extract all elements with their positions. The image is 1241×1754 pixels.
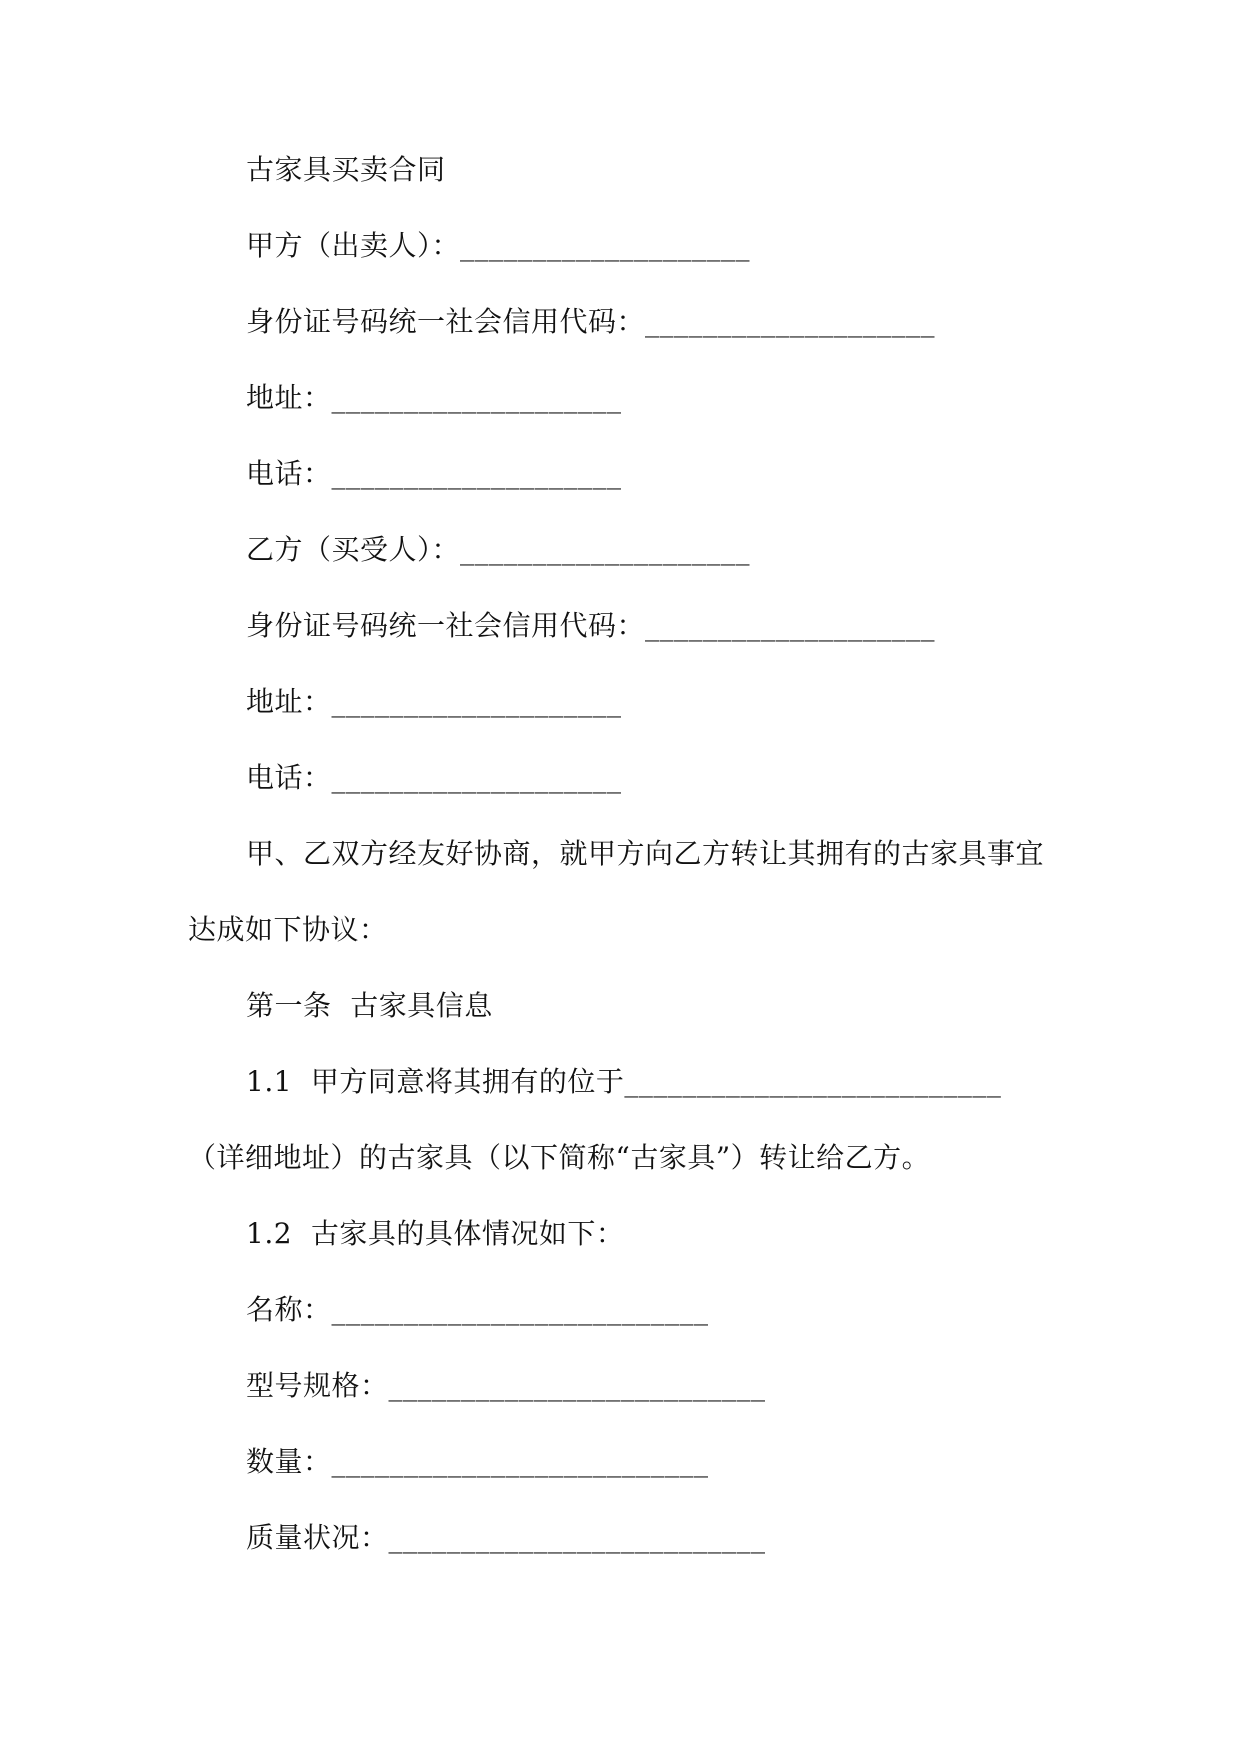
clause-1-1-line-1: 1.1 甲方同意将其拥有的位于__________________________ (246, 1065, 1002, 1098)
clause-1-2: 1.2 古家具的具体情况如下： (246, 1217, 625, 1250)
preamble-line-2: 达成如下协议： (188, 913, 388, 946)
party-a-address: 地址：____________________ (246, 381, 622, 414)
item-model-field: 型号规格：__________________________ (246, 1369, 766, 1402)
party-b-address: 地址：____________________ (246, 685, 622, 718)
preamble-line-1: 甲、乙双方经友好协商，就甲方向乙方转让其拥有的古家具事宜 (246, 837, 1045, 870)
document-title: 古家具买卖合同 (246, 153, 446, 186)
party-a-seller: 甲方（出卖人）：____________________ (246, 229, 751, 262)
party-a-id-number: 身份证号码统一社会信用代码：____________________ (246, 305, 936, 338)
article-1-heading: 第一条 古家具信息 (246, 989, 493, 1022)
party-b-phone: 电话：____________________ (246, 761, 622, 794)
party-b-id-number: 身份证号码统一社会信用代码：____________________ (246, 609, 936, 642)
item-name-field: 名称：__________________________ (246, 1293, 709, 1326)
item-quality-field: 质量状况：__________________________ (246, 1521, 766, 1554)
party-a-phone: 电话：____________________ (246, 457, 622, 490)
item-quantity-field: 数量：__________________________ (246, 1445, 709, 1478)
party-b-buyer: 乙方（买受人）：____________________ (246, 533, 751, 566)
clause-1-1-line-2: （详细地址）的古家具（以下简称“古家具”）转让给乙方。 (188, 1141, 931, 1174)
